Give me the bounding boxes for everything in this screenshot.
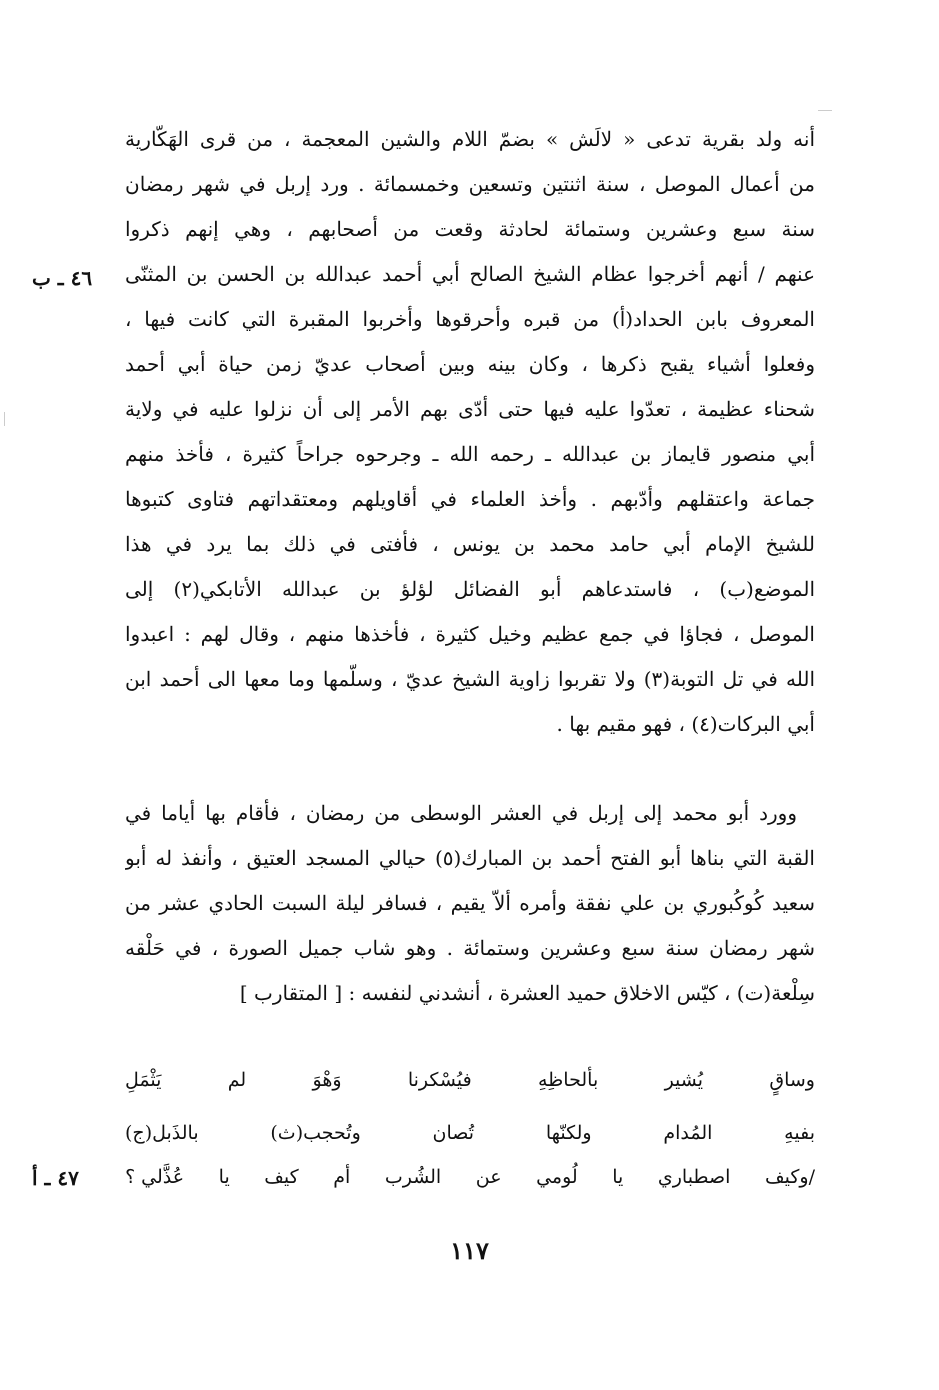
verse-word: لم [227, 1069, 247, 1091]
text-line: من أعمال الموصل ، سنة اثنتين وتسعين وخمسمائة . ورد إربل في شهر رمضان [125, 172, 815, 196]
verse-word: يُشير [664, 1069, 704, 1091]
verse-word: بفيهِ [784, 1122, 815, 1144]
text-line: أنه ولد بقرية تدعى « لالَش » بضمّ اللام والشين المعجمة ، من قرى الهَكّارية [125, 127, 815, 151]
verse-line [125, 1118, 815, 1148]
text-line: سعيد كُوكُبوري بن علي نفقة وأمره ألاّ يقيم ، فسافر ليلة السبت الحادي عشر من [125, 891, 815, 915]
verse-word: أم [333, 1166, 351, 1188]
verse-word: بألحاظِهِ [538, 1069, 599, 1091]
verse-word: المُدام [663, 1122, 713, 1144]
text-line: وورد أبو محمد إلى إربل في العشر الوسطى من رمضان ، فأقام بها أياما في [125, 801, 797, 825]
text-line: القبة التي بناها أبو الفتح أحمد بن المبارك(٥) حيالي المسجد العتيق ، وأنفذ له أبو [125, 846, 815, 870]
verse-line [125, 1162, 815, 1192]
verse-word: وتُحجب(ث) [270, 1122, 361, 1144]
verse-word: الشُرب [384, 1166, 442, 1188]
folio-marker-47a: ٤٧ ـ أ [32, 1166, 79, 1190]
verse-line [125, 1065, 815, 1095]
verse-word: عُذَّلي ؟ [125, 1166, 185, 1188]
text-line: أبي البركات(٤) ، فهو مقيم بها . [556, 712, 815, 736]
verse-word: كيف [264, 1166, 299, 1188]
text-line: جماعة واعتقلهم وأدّبهم . وأخذ العلماء في أقاويلهم ومعتقداتهم فتاوى كتبوها [125, 487, 815, 511]
text-line: المعروف بابن الحداد(أ) من قبره وأحرقوها وأخربوا المقبرة التي كانت فيها ، [125, 307, 815, 331]
text-line: عنهم / أنهم أخرجوا عظام الشيخ الصالح أبي أحمد عبدالله بن الحسن بن المثنّى [125, 262, 815, 286]
verse-word: وساقٍ [769, 1069, 815, 1091]
text-line: وفعلوا أشياء يقبح ذكرها ، وكان بينه وبين أصحاب عديّ زمن حياة أبي أحمد [125, 352, 815, 376]
text-line: أبي منصور قايماز بن عبدالله ـ رحمه الله ـ وجرحوه جراحاً كثيرة ، فأخذ منهم [125, 442, 815, 466]
text-line: الموصل ، فجاؤا في جمع عظيم وخيل كثيرة ، فأخذها منهم ، وقال لهم : اعبدوا [125, 622, 815, 646]
page-number: ١١٧ [450, 1236, 489, 1265]
text-line: الله في تل التوبة(٣) ولا تقربوا زاوية الشيخ عديّ ، وسلّمها وما معها الى أحمد ابن [125, 667, 815, 691]
folio-marker-46b: ٤٦ ـ ب [32, 266, 93, 290]
verse-word: وَهْوَ [312, 1069, 342, 1091]
verse-word: تُصان [432, 1122, 475, 1144]
text-line: شحناء عظيمة ، تعدّوا عليه فيها حتى أدّى بهم الأمر إلى أن نزلوا عليه في ولاية [125, 397, 815, 421]
verse-word: عن [475, 1166, 502, 1188]
text-line: سِلْعة(ت) ، كيّس الاخلاق حميد العشرة ، أنشدني لنفسه : [ المتقارب ] [239, 981, 815, 1005]
text-line: للشيخ الإمام أبي حامد محمد بن يونس ، فأفتى في ذلك بما يرد في هذا [125, 532, 815, 556]
verse-word: ولكنّها [545, 1122, 592, 1144]
verse-word: يا [612, 1166, 624, 1188]
verse-word: يا [218, 1166, 230, 1188]
verse-word: بالذَبل(ج) [125, 1122, 199, 1144]
scan-mark-left [4, 412, 5, 426]
verse-word: لُومي [536, 1166, 578, 1188]
verse-word: اصطباري [657, 1166, 731, 1188]
scan-mark-top [818, 110, 832, 111]
text-line: الموضع(ب) ، فاستدعاهم أبو الفضائل لؤلؤ بن عبدالله الأتابكي(٢) إلى [125, 577, 815, 601]
verse-word: /وكيف [764, 1166, 815, 1188]
verse-word: فيُسْكرنا [407, 1069, 472, 1091]
text-line: شهر رمضان سنة سبع وعشرين وستمائة . وهو شاب جميل الصورة ، في حَلْقه [125, 936, 815, 960]
verse-word: يَثْمَلِ [125, 1069, 162, 1091]
text-line: سنة سبع وعشرين وستمائة لحادثة وقعت من أصحابهم ، وهي إنهم ذكروا [125, 217, 815, 241]
